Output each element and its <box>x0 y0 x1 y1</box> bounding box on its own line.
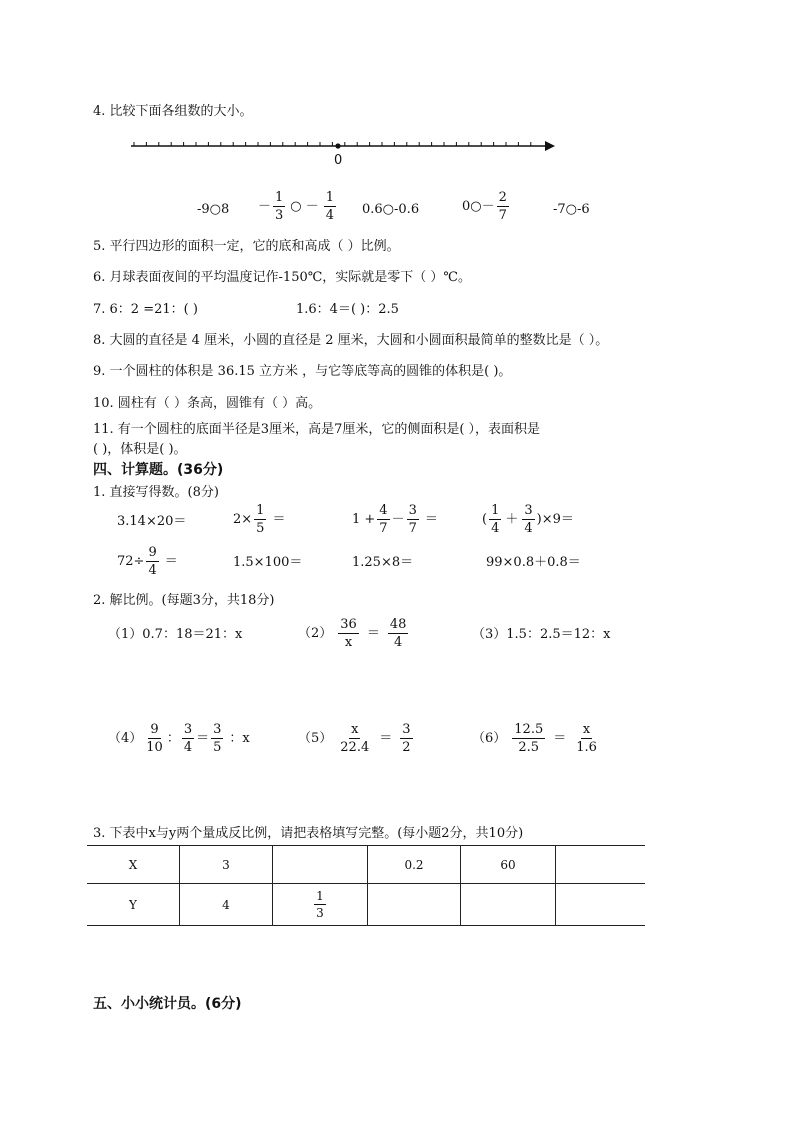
fraction: $\frac{3}{4}$ <box>183 722 193 755</box>
fraction: $\frac{12.5}{2.5}$ <box>514 722 544 755</box>
table-cell: X <box>87 846 180 884</box>
number-line-zero-label: 0 <box>334 153 343 168</box>
table-cell: 4 <box>180 884 273 926</box>
compare-a: -9○8 <box>197 202 230 217</box>
fraction: $\frac{1}{3}$ <box>275 190 284 223</box>
table-cell: 60 <box>461 846 556 884</box>
calc-item-3: 1 + $\frac{4}{7}$ － $\frac{3}{7}$ ＝ <box>352 503 438 536</box>
table-cell[interactable] <box>461 884 556 926</box>
proportion-4: （4） $\frac{9}{10}$ ： $\frac{3}{4}$ ＝ $\frac{3}{5}$ ：x <box>108 722 250 755</box>
table-cell[interactable] <box>273 846 368 884</box>
calc-title: 1. 直接写得数。(8分) <box>93 485 219 500</box>
proportion-1: （1）0.7：18＝21：x <box>108 627 243 642</box>
table-row-y <box>87 884 645 926</box>
proportion-2: （2） $\frac{36}{x}$ ＝ $\frac{48}{4}$ <box>298 617 407 650</box>
fraction: $\frac{3}{7}$ <box>408 503 417 536</box>
fraction: $\frac{48}{4}$ <box>389 617 407 650</box>
fraction: $\frac{4}{7}$ <box>379 503 388 536</box>
table-cell[interactable] <box>556 884 646 926</box>
table-cell[interactable] <box>556 846 646 884</box>
fraction: $\frac{9}{10}$ <box>146 722 163 755</box>
table-cell[interactable] <box>368 884 461 926</box>
question-7-b: 1.6：4＝( )：2.5 <box>296 302 399 317</box>
table-title: 3. 下表中x与y两个量成反比例，请把表格填写完整。(每小题2分，共10分) <box>93 826 524 841</box>
question-11-line2: ( )，体积是( )。 <box>93 442 187 457</box>
calc-item-7: 1.25×8＝ <box>352 555 414 570</box>
question-9: 9. 一个圆柱的体积是 36.15 立方米 ，与它等底等高的圆锥的体积是( )。 <box>93 364 512 379</box>
table-cell: 0.2 <box>368 846 461 884</box>
proportion-5: （5） $\frac{x}{22.4}$ ＝ $\frac{3}{2}$ <box>298 722 411 755</box>
fraction: $\frac{x}{1.6}$ <box>576 722 597 755</box>
calc-item-1: 3.14×20＝ <box>117 514 187 529</box>
calc-item-5: 72÷ $\frac{9}{4}$ ＝ <box>117 545 178 578</box>
fraction: $\frac{3}{2}$ <box>402 722 411 755</box>
calc-item-8: 99×0.8＋0.8＝ <box>486 555 581 570</box>
fraction: $\frac{1}{3}$ <box>316 889 324 920</box>
fraction: $\frac{1}{4}$ <box>491 503 500 536</box>
fraction: $\frac{1}{4}$ <box>325 190 335 223</box>
proportion-3: （3）1.5：2.5＝12：x <box>472 627 611 642</box>
table-cell: 3 <box>180 846 273 884</box>
question-10: 10. 圆柱有（ ）条高，圆锥有（ ）高。 <box>93 396 322 411</box>
table-row-x <box>87 846 645 884</box>
fraction: $\frac{x}{22.4}$ <box>340 722 370 755</box>
fraction: $\frac{3}{4}$ <box>524 503 533 536</box>
question-7-a: 7. 6：2 =21：( ) <box>93 302 198 317</box>
number-line <box>125 135 560 168</box>
inverse-proportion-table <box>87 845 645 926</box>
fraction: $\frac{2}{7}$ <box>498 190 507 223</box>
proportion-6: （6） $\frac{12.5}{2.5}$ ＝ $\frac{x}{1.6}$ <box>472 722 597 755</box>
calc-item-4: ( $\frac{1}{4}$ ＋ $\frac{3}{4}$ )×9＝ <box>482 503 574 536</box>
question-8: 8. 大圆的直径是 4 厘米，小圆的直径是 2 厘米，大圆和小圆面积最简单的整数比是（ ）。 <box>93 333 609 348</box>
compare-c: 0.6○-0.6 <box>362 202 420 217</box>
fraction: $\frac{3}{5}$ <box>213 722 222 755</box>
question-4-text: 4. 比较下面各组数的大小。 <box>93 104 253 119</box>
compare-e: -7○-6 <box>553 202 590 217</box>
section-4-heading: 四、计算题。(36分) <box>93 462 224 478</box>
calc-item-6: 1.5×100＝ <box>233 555 303 570</box>
table-cell-fraction <box>273 884 368 926</box>
compare-d: 0○－ $\frac{2}{7}$ <box>462 190 507 223</box>
table-cell: Y <box>87 884 180 926</box>
section-5-heading: 五、小小统计员。(6分) <box>93 996 242 1012</box>
compare-b: － $\frac{1}{3}$ ○ － $\frac{1}{4}$ <box>258 190 335 223</box>
fraction: $\frac{1}{5}$ <box>256 503 265 536</box>
fraction: $\frac{36}{x}$ <box>340 617 357 650</box>
question-6: 6. 月球表面夜间的平均温度记作-150℃，实际就是零下（ ）℃。 <box>93 270 471 285</box>
question-5: 5. 平行四边形的面积一定，它的底和高成（ ）比例。 <box>93 239 400 254</box>
fraction: $\frac{9}{4}$ <box>148 545 157 578</box>
calc-item-2: 2× $\frac{1}{5}$ ＝ <box>233 503 286 536</box>
proportion-title: 2. 解比例。(每题3分，共18分) <box>93 593 275 608</box>
question-11-line1: 11. 有一个圆柱的底面半径是3厘米，高是7厘米，它的侧面积是( ），表面积是 <box>93 422 541 437</box>
